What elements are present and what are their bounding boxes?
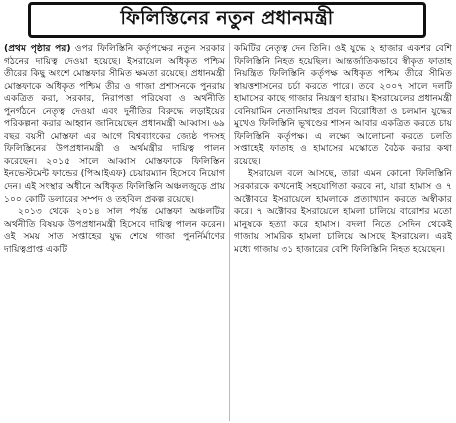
article-paragraph: কমিটির নেতৃত্ব দেন তিনি। ওই যুদ্ধে ২ হাজার একশর বেশি ফিলিস্তিনি নিহত হয়েছিল। আন্তর্জাতিকভাবে স্বীকৃত ফাতাহ নিয়ন্ত্রিত ফিলিস্তিনি কর্তৃপক্ষ অধিকৃত পশ্চিম তীরে সীমিত স্বায়ত্তশাসনের চর্চা করতে পারে। তবে ২০০৭ সালে দলটি হামাসের কাছে গাজার নিয়ন্ত্রণ হারায়। ইসরায়েলের প্রধানমন্ত্রী বেনিয়ামিন নেতানিয়াহুর প্রবল বিরোধিতা ও চলমান যুদ্ধের মুখেও ফিলিস্তিনি ভূখণ্ডের শাসন আবার একত্রিত করতে চায় ফিলিস্তিনি কর্তৃপক্ষ। এ লক্ষ্যে আলোচনা করতে চলতি সপ্তাহেই ফাতাহ ও হামাসের মস্কোতে বৈঠক করার কথা রয়েছে। bbox=[234, 43, 452, 167]
headline-box bbox=[28, 2, 426, 38]
article-column-left bbox=[4, 43, 225, 421]
article-paragraph: ২০১৩ থেকে ২০১৪ সাল পর্যন্ত মোস্তফা অঞ্চলটির অর্থনীতি বিষয়ক উপপ্রধানমন্ত্রী হিসেবে দায়িত্ব পালন করেন। ওই সময় সাত সপ্তাহের যুদ্ধ শেষে গাজা পুনর্নির্মাণের দায়িত্বপ্রাপ্ত একটি bbox=[4, 206, 225, 255]
column-divider bbox=[229, 43, 230, 421]
continuation-tag: (প্রথম পৃষ্ঠার পর) bbox=[4, 43, 71, 54]
article-paragraph: ইসরায়েল বলে আসছে, তারা এমন কোনো ফিলিস্তিনি সরকারকে কখনোই সহযোগিতা করবে না, যারা হামাস ও ৭ অক্টোবরে ইসরায়েলে হামলাকে প্রত্যাখ্যান করতে অস্বীকার করে। ৭ অক্টোবর ইসরায়েলে হামলা চালিয়ে বারোশর মতো মানুষকে হত্যা করে হামাস। বদলা নিতে সেদিন থেকেই গাজায় সামরিক হামলা চালিয়ে আসছে ইসরায়েল। এরই মধ্যে গাজায় ৩১ হাজারের বেশি ফিলিস্তিনি নিহত হয়েছেন। bbox=[234, 168, 452, 255]
article-column-right bbox=[234, 43, 452, 421]
article-paragraph bbox=[4, 43, 225, 206]
article-text: ওপর ফিলিস্তিনি কর্তৃপক্ষের নতুন সরকার গঠনের দায়িত্ব দেওয়া হয়েছে। ইসরায়েল অধিকৃত পশ্চিম তীরের কিছু অংশে মোস্তফার সীমিত ক্ষমতা রয়েছে। প্রধানমন্ত্রী মোস্তফাকে অধিকৃত পশ্চিম তীর ও গাজা প্রশাসনকে পুনরায় একত্রিত করা, সরকার, নিরাপত্তা পরিষেবা ও অর্থনীতি পুনর্গঠনে নেতৃত্ব দেওয়া এবং দুর্নীতির বিরুদ্ধে লড়াইয়ের পরিকল্পনা করার আহ্বান জানিয়েছেন প্রধানমন্ত্রী আব্বাস। ৬৯ বছর বয়সী মোস্তফা এর আগে বিশ্বব্যাংকের জ্যেষ্ঠ পদসহ ফিলিস্তিনের উপপ্রধানমন্ত্রী ও অর্থমন্ত্রীর দায়িত্ব পালন করেছেন। ২০১৫ সালে আব্বাস মোস্তফাকে ফিলিস্তিন ইনভেস্টমেন্ট ফান্ডের (পিআইএফ) চেয়ারম্যান হিসেবে নিয়োগ দেন। এই সংস্থার অধীনে অধিকৃত ফিলিস্তিনি অঞ্চলজুড়ে প্রায় ১০০ কোটি ডলারের সম্পদ ও তহবিল প্রকল্প রয়েছে। bbox=[4, 43, 225, 205]
headline: ফিলিস্তিনের নতুন প্রধানমন্ত্রী bbox=[120, 7, 334, 29]
